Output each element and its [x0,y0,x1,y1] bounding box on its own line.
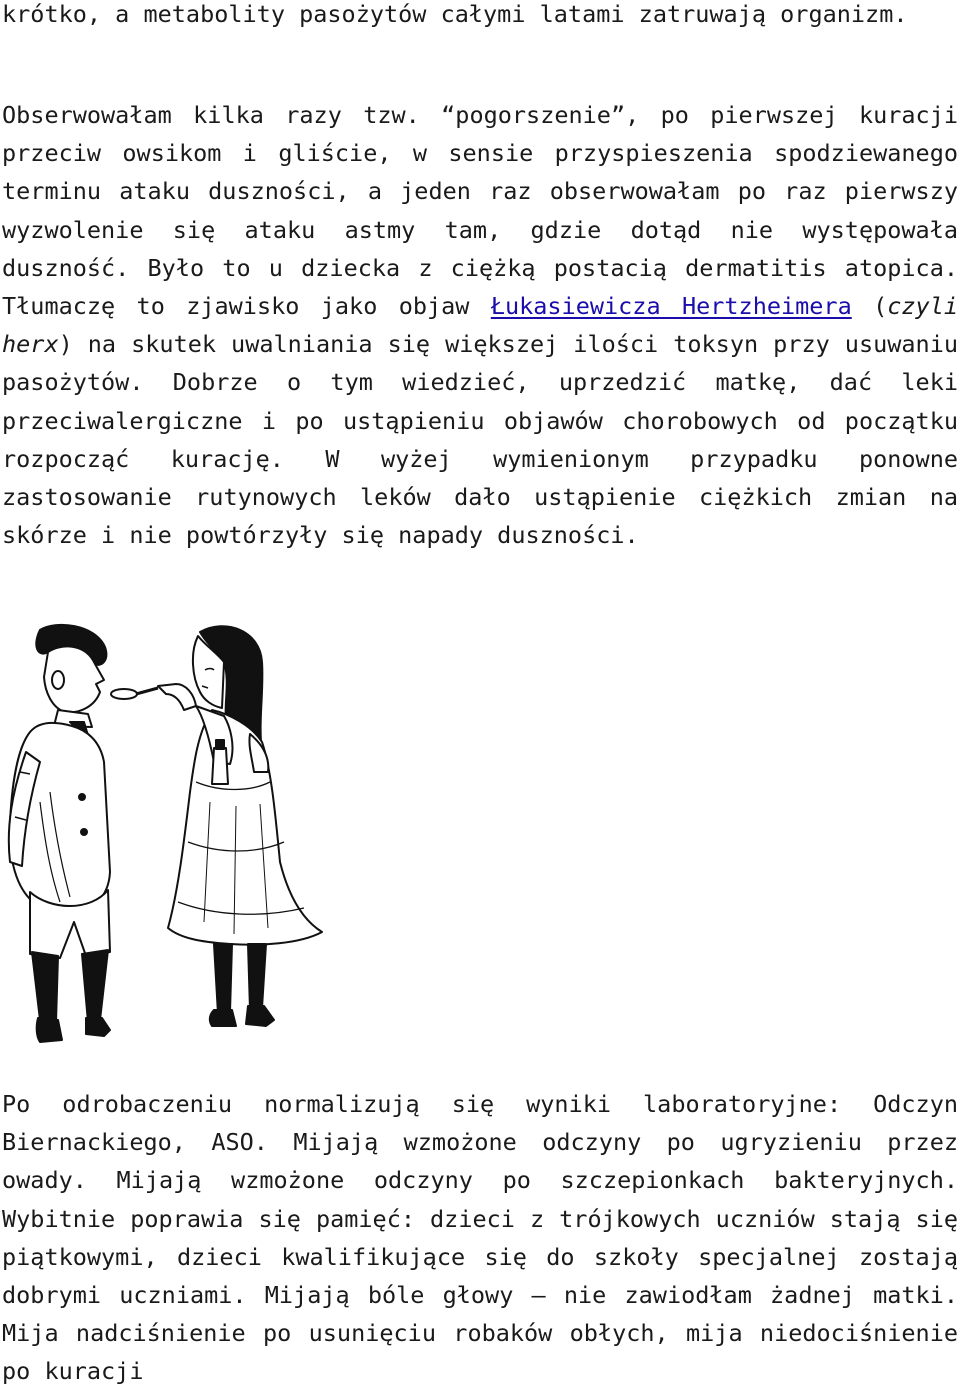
paragraph-main [2,96,958,554]
vintage-children-medicine-illustration-icon [0,622,330,1054]
girl-figure [158,626,322,1026]
paragraph-top [2,0,958,33]
paragraph-bottom [2,1085,958,1386]
paragraph-main-text-3: ) na skutek uwalniania się większej ilości toksyn przy usuwaniu pasożytów. Dobrze o tym wiedzieć, uprzedzić matkę, dać leki przeciwalergiczne i po ustąpieniu objawów chorobowych od początku rozpocząć kurację. W wyżej wymienionym przypadku ponowne zastosowanie rutynowych leków dało ustąpienie ciężkich zmian na skórze i nie powtórzyły się napady duszności. [2,330,958,550]
paragraph-bottom-text: Po odrobaczeniu normalizują się wyniki laboratoryjne: Odczyn Biernackiego, ASO. Mijają wzmożone odczyny po ugryzieniu przez owady. Mijają wzmożone odczyny po szczepionkach bakteryjnych. Wybitnie poprawia się pamięć: dzieci z trójkowych uczniów stają się piątkowymi, dzieci kwalifikujące się do szkoły specjalnej zostają dobrymi uczniami. Mijają bóle głowy – nie zawiodłam żadnej matki. Mija nadciśnienie po usunięciu robaków obłych, mija niedociśnienie po kuracji [2,1090,958,1386]
herx-link[interactable]: Łukasiewicza Hertzheimera [490,292,852,321]
boy-figure [9,625,110,1042]
paragraph-top-text: krótko, a metabolity pasożytów całymi latami zatruwają organizm. [2,0,908,28]
paragraph-main-text-1: Obserwowałam kilka razy tzw. “pogorszenie”, po pierwszej kuracji przeciw owsikom i gliście, w sensie przyspieszenia spodziewanego terminu ataku duszności, a jeden raz obserwowałam po raz pierwszy wyzwolenie się ataku astmy tam, gdzie dotąd nie występowała duszność. Było to u dziecka z ciężką postacią dermatitis atopica. Tłumaczę to zjawisko jako objaw [2,101,958,321]
paragraph-main-text-2: ( [851,292,888,321]
herx-italic: czyli herx [2,292,958,359]
spoon [111,688,158,699]
